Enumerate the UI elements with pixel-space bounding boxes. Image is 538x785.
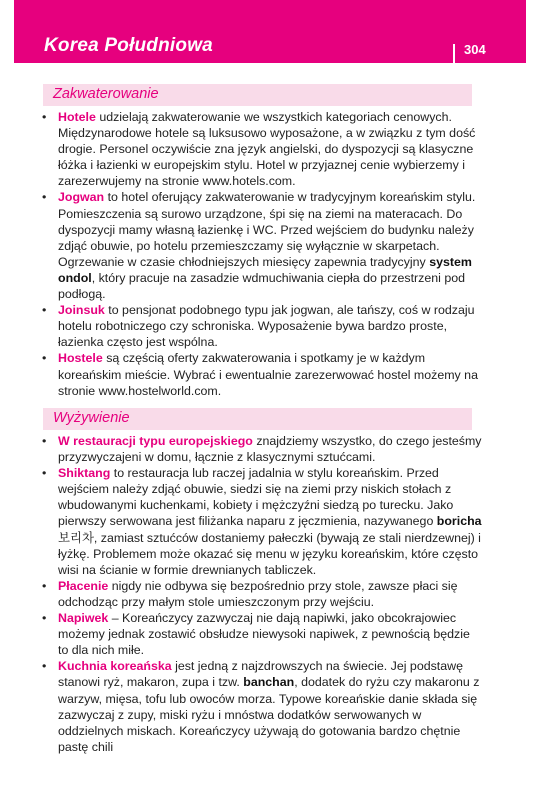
- section-heading-text: Zakwaterowanie: [53, 86, 159, 102]
- header-divider: [453, 44, 455, 63]
- item-text: to restauracja lub raczej jadalnia w stylu koreańskim. Przed wejściem należy zdjąć obuwie, siedzi się na ziemi przy niskich stołach z wbudowanymi kuchenkami, kobiety i mężczyźni siedzą po turecku. Jako pierwszy serwowana jest filiżanka naparu z jęczmienia, nazywanego: [58, 466, 454, 529]
- page-number: 304: [464, 42, 486, 57]
- page-header: [14, 0, 526, 63]
- list-item: [42, 465, 482, 578]
- list-item: [42, 189, 482, 302]
- list-item: [42, 350, 482, 398]
- list-item: [42, 109, 482, 189]
- item-bold-term: banchan: [243, 675, 295, 690]
- accommodation-list: [42, 109, 482, 399]
- item-keyword: Joinsuk: [58, 303, 105, 318]
- item-keyword: Płacenie: [58, 578, 109, 593]
- item-keyword: Kuchnia koreańska: [58, 659, 172, 674]
- item-text: to pensjonat podobnego typu jak jogwan, ale tańszy, coś w rodzaju hotelu robotniczego czy schroniska. Wyposażenie bywa bardzo proste, łazienka często jest wspólna.: [58, 303, 475, 350]
- item-text: znajdziemy wszystko, do czego jesteśmy przyzwyczajeni w domu, łącznie z klasycznymi sztućcami.: [58, 434, 482, 465]
- item-text-after: , dodatek do ryżu czy makaronu z warzyw, mięsa, tofu lub owoców morza. Typowe koreańskie danie składa się zazwyczaj z zupy, miski ryżu i mnóstwa dodatków serwowanych w oddzielnych miskach. Koreańczycy używają do gotowania bardzo chętnie pastę chili: [58, 675, 480, 754]
- item-text: to hotel oferujący zakwaterowanie w tradycyjnym koreańskim stylu. Pomieszczenia są surowo urządzone, śpi się na ziemi na materacach. Do dyspozycji mamy własną łazienkę i WC. Przed wejściem do budynku należy zdjąć obuwie, po hotelu przemieszczamy się wyłącznie w skarpetach. Ogrzewanie w czasie chłodniejszych miesięcy zapewnia tradycyjny: [58, 190, 476, 269]
- item-text: nigdy nie odbywa się bezpośrednio przy stole, zawsze płaci się odchodząc przy małym stole umieszczonym przy wejściu.: [58, 578, 458, 609]
- bullet-icon: •: [42, 434, 47, 448]
- item-keyword: Jogwan: [58, 190, 105, 205]
- bullet-icon: •: [42, 611, 47, 626]
- list-item: [42, 610, 482, 658]
- item-text: są częścią oferty zakwaterowania i spotkamy je w każdym koreańskim mieście. Wybrać i ewentualnie zarezerwować hostel możemy na stronie www.hostelworld.com.: [58, 351, 478, 398]
- item-keyword: Napiwek: [58, 611, 109, 626]
- item-text-after: , który pracuje na zasadzie wdmuchiwania ciepła do przestrzeni pod podłogą.: [58, 270, 466, 302]
- section-heading-food: [43, 408, 472, 430]
- bullet-icon: •: [42, 190, 47, 205]
- bullet-icon: •: [42, 110, 47, 124]
- item-keyword: Hostele: [58, 351, 103, 366]
- list-item: [42, 433, 482, 465]
- list-item: [42, 578, 482, 610]
- section-heading-accommodation: [43, 84, 472, 106]
- item-text-after: 보리차, zamiast sztućców dostaniemy pałeczki (bywają ze stali nierdzewnej) i łyżkę. Problemem może okazać się menu w języku koreańskim, które często wisi na ścianie w formie drewnianych tabliczek.: [58, 530, 481, 577]
- item-text: jest jedną z najzdrowszych na świecie. Jej podstawę stanowi ryż, makaron, zupa i tzw.: [58, 659, 463, 690]
- item-keyword: Hotele: [58, 110, 96, 124]
- item-bold-term: system ondol: [58, 254, 472, 285]
- item-keyword: W restauracji typu europejskiego: [58, 434, 253, 448]
- item-text: – Koreańczycy zazwyczaj nie dają napiwki, jako obcokrajowiec możemy jednak zostawić obsłudze niewysoki napiwek, z pewnością będzie to dla nich miłe.: [58, 611, 470, 658]
- list-item: [42, 302, 482, 350]
- bullet-icon: •: [42, 659, 47, 674]
- bullet-icon: •: [42, 303, 47, 318]
- item-text: udzielają zakwaterowanie we wszystkich kategoriach cenowych. Międzynarodowe hotele są luksusowo wyposażone, a w związku z tym dość drogie. Personel oczywiście zna język angielski, do dyspozycji są klasyczne łóżka i łazienki w europejskim stylu. Hotel w przyjaznej cenie wybierzemy i zarezerwujemy na stronie www.hotels.com.: [58, 110, 476, 189]
- item-bold-term: boricha: [436, 514, 482, 529]
- bullet-icon: •: [42, 351, 47, 366]
- bullet-icon: •: [42, 466, 47, 481]
- section-heading-text: Wyżywienie: [53, 410, 130, 426]
- bullet-icon: •: [42, 578, 47, 593]
- food-list: [42, 433, 482, 755]
- list-item: [42, 658, 482, 755]
- page-title: Korea Południowa: [44, 35, 213, 56]
- item-keyword: Shiktang: [58, 466, 111, 481]
